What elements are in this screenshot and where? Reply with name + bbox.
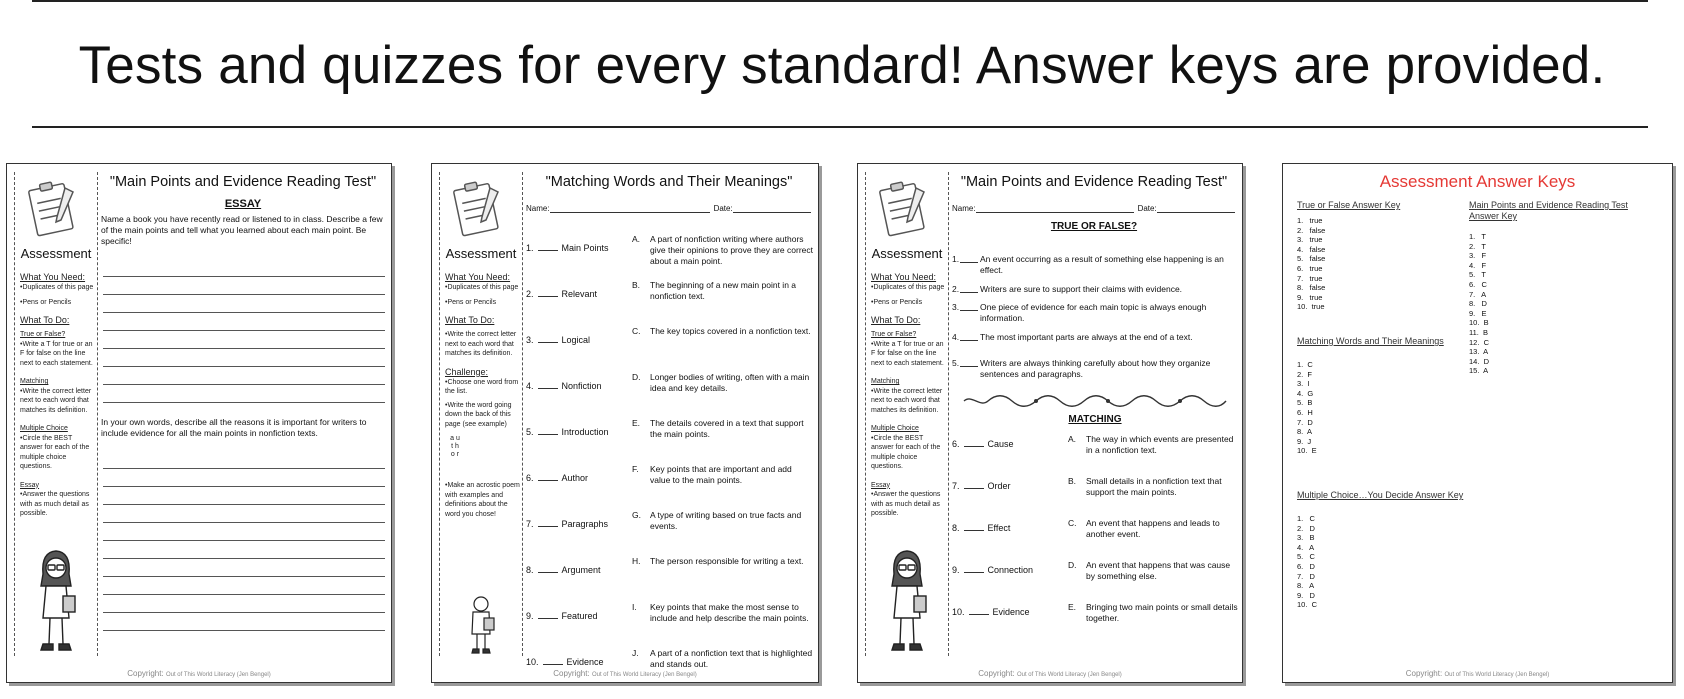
item-number: 10. [952,607,965,617]
answer-key-item: 4. G [1297,388,1314,398]
challenge-item: •Choose one word from the list. [445,378,519,395]
definition-text: Key points that make the most sense to include and help describe the main points. [650,602,809,623]
definition-letter: B. [632,280,641,290]
item-number: 8. [526,565,534,575]
answer-key-item: 3. F [1469,251,1487,261]
mp-key-heading: Main Points and Evidence Reading Test Answer Key [1469,200,1628,221]
matching-list [526,234,814,669]
match-word: Author [561,473,589,483]
item-number: 1. [526,243,534,253]
sheet-title: "Matching Words and Their Meanings" [545,174,793,190]
answer-key-item: 11. B [1469,327,1489,337]
copyright: Copyright: Out of This World Literacy (Jen Bengel) [1405,669,1550,678]
need-item: •Duplicates of this page [871,284,945,291]
match-word-row [526,564,626,575]
match-word: Connection [987,565,1034,575]
definition-text: A part of a nonfiction text that is highlighted and stands out. [650,648,813,669]
sidebar-instructions [20,272,96,519]
definition-text: Longer bodies of writing, often with a main idea and key details. [650,372,810,393]
match-word-row [952,606,1062,617]
answer-key-item: 2. false [1297,225,1326,235]
answer-key-item: 10. C [1297,600,1318,610]
answer-line [103,331,385,349]
definition-letter: A. [1068,434,1077,444]
answer-key-item: 7. D [1297,571,1315,581]
step-heading: Multiple Choice [20,425,68,432]
definition-text: The way in which events are presented in a nonfiction text. [1086,434,1234,455]
definition-text: A type of writing based on true facts and events. [650,510,802,531]
answer-blank [538,380,558,389]
worksheet-essay [6,163,392,683]
definition-letter: I. [632,602,637,612]
definition-text: Key points that are important and add value to the main points. [650,464,792,485]
definition-text: The person responsible for writing a text. [650,556,804,566]
answer-key-item: 15. A [1469,366,1489,376]
step-text: •Write the correct letter next to each word that matches its definition. [445,331,517,357]
answer-blank [538,288,558,297]
step-text: •Circle the BEST answer for each of the multiple choice questions. [20,434,90,470]
match-word-row [526,380,626,391]
answer-line [103,505,385,523]
answer-blank [538,564,558,573]
tf-statement: One piece of evidence for each main topic is always enough information. [980,302,1207,323]
answer-key-item: 4. F [1469,260,1487,270]
answer-blank [960,358,978,367]
worksheet-matching-words [431,163,819,683]
match-word: Featured [561,611,598,621]
sidebar-instructions [445,272,521,519]
answer-key-item: 6. true [1297,263,1323,273]
answer-key-item: 9. J [1297,436,1312,446]
item-number: 4. [526,381,534,391]
match-word-row [526,518,626,529]
definition-letter: C. [1068,518,1077,528]
sheet-main [952,172,1236,656]
bottom-rule [32,126,1648,128]
sheet-sidebar [865,172,949,656]
tf-statement: The most important parts are always at the end of a text. [980,332,1193,342]
definition-row [1068,560,1238,596]
what-to-do-heading: What To Do: [20,315,70,325]
mp-key-list [1469,232,1489,376]
need-item: •Pens or Pencils [871,298,923,306]
answer-blank [538,334,558,343]
item-number: 6. [526,473,534,483]
step-text: •Write a T for true or an F for false on the line next to each statement. [20,340,93,367]
worksheet-true-false-matching [857,163,1243,683]
step-text: •Answer the questions with as much detail as possible. [871,491,941,517]
sheet-sidebar [439,172,523,656]
answer-line [103,523,385,541]
item-number: 2. [952,284,960,294]
definition-row [1068,434,1238,470]
student-illustration [880,546,934,654]
answer-key-item: 13. A [1469,347,1489,357]
matching-list [952,434,1238,634]
clipboard-icon [21,176,87,240]
match-word: Evidence [992,607,1030,617]
answer-blank [538,426,558,435]
answer-blank [538,472,558,481]
date-line [733,204,811,213]
copyright: Copyright: Out of This World Literacy (Jen Bengel) [553,669,697,678]
answer-key-item: 5. C [1297,552,1315,562]
answer-line [103,367,385,385]
answer-blank [964,438,984,447]
answer-key-item: 2. D [1297,523,1315,533]
answer-key-item: 4. A [1297,542,1315,552]
what-you-need-heading: What You Need: [871,272,937,282]
definition-row [632,464,814,504]
definition-text: The details covered in a text that support the main points. [650,418,804,439]
tf-statement: Writers are always thinking carefully about how they organize sentences and paragraphs. [980,358,1211,379]
match-word: Introduction [561,427,609,437]
answer-key-item: 2. T [1469,241,1486,251]
step-text: •Write the correct letter next to each word that matches its definition. [871,387,943,414]
answer-key-item: 10. E [1297,446,1317,456]
answer-key-item: 8. A [1297,581,1315,591]
definition-row [1068,476,1238,512]
step-text: •Circle the BEST answer for each of the multiple choice questions. [871,434,941,470]
definition-letter: B. [1068,476,1077,486]
definition-row [632,372,814,412]
answer-line [103,277,385,295]
answer-key-item: 9. E [1469,308,1487,318]
item-number: 6. [952,439,960,449]
tf-key-list [1297,216,1325,312]
step-heading: Essay [20,481,40,489]
definition-letter: A. [632,234,641,244]
student-illustration [464,594,498,654]
challenge-item: •Write the word going down the back of this page (see example) [445,401,512,428]
date-label: Date: [713,204,733,213]
need-item: •Pens or Pencils [20,298,72,306]
answer-blank [543,656,563,665]
step-heading: True or False? [871,331,917,338]
step-text: •Write a T for true or an F for false on the line next to each statement. [871,340,944,367]
match-word-row [952,438,1062,449]
sheet-sidebar [14,172,98,656]
answer-key-item: 1. true [1297,216,1323,225]
answer-key-item: 5. B [1297,398,1313,408]
definition-text: An event that happens and leads to another event. [1086,518,1220,539]
name-line [550,204,710,213]
match-word-row [952,564,1062,575]
answer-key-item: 10. B [1469,318,1489,328]
item-number: 7. [526,519,534,529]
sheet-title: "Main Points and Evidence Reading Test" [960,174,1228,190]
match-word-row [952,522,1062,533]
match-word: Order [987,481,1011,491]
answer-blank [964,480,984,489]
answer-key-item: 12. C [1469,337,1490,347]
match-word-row [526,334,626,345]
definition-row [632,326,814,366]
answer-key-item: 9. true [1297,292,1323,302]
name-label: Name: [952,204,976,213]
answer-lines-2 [101,451,385,631]
answer-blank [964,522,984,531]
definition-row [1068,518,1238,554]
step-heading: True or False? [20,331,66,338]
answer-key-item: 7. true [1297,273,1323,283]
what-you-need-heading: What You Need: [20,272,86,282]
name-date-row [952,204,1236,213]
answer-key-item: 3. I [1297,379,1310,389]
what-to-do-heading: What To Do: [445,315,495,325]
item-number: 2. [526,289,534,299]
definition-row [632,510,814,550]
answer-key-item: 1. T [1469,232,1486,241]
answer-lines-1 [101,259,385,403]
answer-key-item: 1. C [1297,514,1315,523]
match-word: Argument [561,565,601,575]
true-false-heading: TRUE OR FALSE? [1050,221,1138,232]
match-word: Effect [987,523,1011,533]
match-word: Nonfiction [561,381,602,391]
essay-prompt-1: Name a book you have recently read or listened to in class. Describe a few of the main points and tell what you learned about each main point. Be specific! [101,214,383,246]
definition-text: The beginning of a new main point in a nonfiction text. [650,280,797,301]
challenge-heading: Challenge: [445,366,489,377]
answer-line [103,451,385,469]
mc-key-heading: Multiple Choice…You Decide Answer Key [1297,490,1464,500]
answer-key-item: 3. B [1297,533,1315,543]
mw-key-heading: Matching Words and Their Meanings [1297,336,1444,346]
answer-key-item: 7. D [1297,417,1313,427]
name-line [976,204,1134,213]
need-item: •Duplicates of this page [20,284,94,291]
page-headline: Tests and quizzes for every standard! Answer keys are provided. [78,36,1606,95]
item-number: 4. [952,332,960,342]
step-heading: Multiple Choice [871,425,919,432]
clipboard-icon [872,176,938,240]
sidebar-title: Assessment [20,246,92,261]
what-you-need-heading: What You Need: [445,272,511,282]
match-word: Evidence [566,657,604,667]
answer-key-item: 8. A [1297,427,1313,437]
need-item: •Pens or Pencils [445,298,497,306]
sheet-title: "Main Points and Evidence Reading Test" [109,174,377,190]
step-text: •Write the correct letter next to each word that matches its definition. [20,387,92,414]
matching-heading: MATCHING [1068,414,1122,425]
clipboard-icon [446,176,512,240]
sheet-main [101,172,385,656]
answer-blank [969,606,989,615]
step-text: •Answer the questions with as much detail as possible. [20,491,90,517]
definition-text: A part of nonfiction writing where authors give their opinions to prove they are correct about a main point. [650,234,814,266]
essay-prompt-2: In your own words, describe all the reasons it is important for writers to include evidence for all the main points in nonfiction texts. [101,417,367,438]
tf-statement: An event occurring as a result of something else happening is an effect. [980,254,1224,275]
date-label: Date: [1137,204,1157,213]
mw-key-list [1297,360,1317,456]
step-heading: Matching [871,378,900,385]
answer-blank [964,564,984,573]
match-word-row [526,242,626,253]
answer-line [103,259,385,277]
answer-line [103,313,385,331]
acrostic-instruction: •Make an acrostic poem with examples and definitions about the word you chose! [445,482,520,518]
match-word-row [526,288,626,299]
match-word-row [526,426,626,437]
step-heading: Essay [871,481,891,489]
answer-line [103,295,385,313]
match-word: Cause [987,439,1014,449]
definition-text: Bringing two main points or small details together. [1086,602,1238,623]
answer-blank [538,610,558,619]
match-word-row [526,472,626,483]
tf-key-heading: True or False Answer Key [1297,200,1401,210]
answer-key-item: 9. D [1297,590,1315,600]
answer-blank [960,302,978,311]
answer-key-item: 6. H [1297,407,1313,417]
what-to-do-heading: What To Do: [871,315,921,325]
answer-key-item: 1. C [1297,360,1313,369]
need-item: •Duplicates of this page [445,284,519,291]
sidebar-title: Assessment [445,246,517,261]
item-number: 5. [526,427,534,437]
answer-key-item: 3. true [1297,235,1323,245]
answer-key-item: 6. C [1469,279,1487,289]
definition-row [632,234,814,274]
definition-letter: E. [1068,602,1077,612]
match-word: Main Points [561,243,609,253]
item-number: 7. [952,481,960,491]
answer-key-item: 4. false [1297,244,1326,254]
definition-letter: D. [632,372,641,382]
answer-line [103,541,385,559]
answer-blank [960,254,978,263]
sidebar-instructions [871,272,947,519]
answer-line [103,559,385,577]
definition-letter: E. [632,418,641,428]
definition-text: The key topics covered in a nonfiction text. [650,326,811,336]
answer-line [103,613,385,631]
answer-blank [538,242,558,251]
true-false-list [952,254,1238,394]
step-heading: Matching [20,378,49,385]
item-number: 1. [952,254,960,264]
match-word-row [952,480,1062,491]
tf-statement: Writers are sure to support their claims with evidence. [980,284,1183,294]
student-illustration [29,546,83,654]
definition-row [632,280,814,320]
top-rule [32,0,1648,2]
answer-blank [538,518,558,527]
sidebar-title: Assessment [871,246,943,261]
match-word: Relevant [561,289,598,299]
answer-key-item: 14. D [1469,356,1490,366]
acrostic-example-word: a u t h o r [450,435,460,458]
answer-key-item: 8. D [1469,299,1487,309]
date-line [1157,204,1235,213]
definition-letter: H. [632,556,641,566]
definition-row [632,602,814,642]
match-word-row [526,610,626,621]
answer-key-item: 8. false [1297,283,1326,293]
answer-blank [960,284,978,293]
answer-keys-sheet [1282,163,1673,683]
mc-key-list [1297,514,1317,610]
answer-line [103,349,385,367]
definition-row [632,418,814,458]
answer-keys-title: Assessment Answer Keys [1379,172,1576,191]
definition-letter: C. [632,326,641,336]
definition-row [632,556,814,596]
item-number: 9. [952,565,960,575]
definition-letter: D. [1068,560,1077,570]
item-number: 9. [526,611,534,621]
match-word: Logical [561,335,591,345]
item-number: 8. [952,523,960,533]
answer-line [103,595,385,613]
copyright: Copyright: Out of This World Literacy (Jen Bengel) [127,669,271,678]
name-date-row [526,204,812,213]
answer-line [103,385,385,403]
answer-line [103,577,385,595]
item-number: 3. [526,335,534,345]
answer-key-item: 5. false [1297,254,1326,264]
answer-key-item: 5. T [1469,270,1486,280]
copyright: Copyright: Out of This World Literacy (Jen Bengel) [978,669,1122,678]
essay-heading: ESSAY [224,198,262,210]
name-label: Name: [526,204,550,213]
definition-letter: G. [632,510,641,520]
definition-row [1068,602,1238,638]
match-word-row [526,656,626,667]
definition-text: Small details in a nonfiction text that support the main points. [1086,476,1222,497]
definition-letter: J. [632,648,639,658]
item-number: 10. [526,657,539,667]
answer-line [103,469,385,487]
match-word: Paragraphs [561,519,609,529]
sheet-main [526,172,814,669]
item-number: 3. [952,302,960,312]
answer-blank [960,332,978,341]
answer-key-item: 7. A [1469,289,1487,299]
answer-line [103,487,385,505]
answer-key-item: 2. F [1297,369,1313,379]
answer-key-item: 10. true [1297,302,1325,312]
answer-key-item: 6. D [1297,561,1315,571]
definition-text: An event that happens that was cause by something else. [1086,560,1231,581]
definition-letter: F. [632,464,639,474]
decorative-divider [962,394,1228,408]
item-number: 5. [952,358,960,368]
